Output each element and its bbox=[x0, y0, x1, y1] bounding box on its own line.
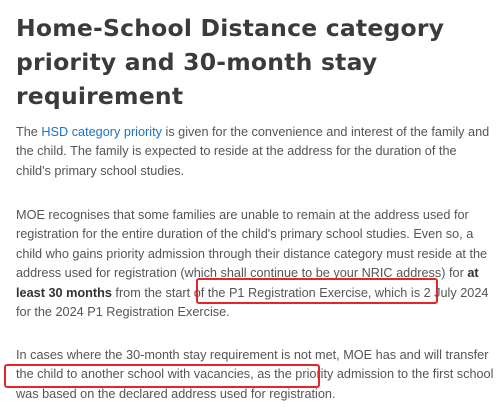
paragraph-text: In cases where the 30-month stay requirement is not met, MOE has and will transfer the child to another school with vacancies, as the priority admission to the first school was based on the declared address used for registration. bbox=[16, 348, 494, 401]
hsd-category-priority-link[interactable]: HSD category priority bbox=[41, 125, 162, 139]
paragraph-hsd-priority bbox=[16, 123, 494, 181]
paragraph-stay-requirement bbox=[16, 206, 494, 322]
paragraph-text: is given for the convenience and interest of the family and the child. The family is expected to reside at the address for the duration of the child's primary school studies. bbox=[16, 125, 490, 178]
bold-duration-text: at least 30 months bbox=[16, 266, 479, 300]
paragraph-transfer bbox=[16, 346, 494, 404]
page-title: Home-School Distance category priority and 30-month stay requirement bbox=[16, 14, 445, 110]
paragraph-text: MOE recognises that some families are unable to remain at the address used for registration for the entire duration of the child's primary school studies. Even so, a child who gains priority admission through their distance category must reside at the address used for registration (which shall continue to be your NRIC address) for bbox=[16, 208, 488, 281]
paragraph-text: The bbox=[16, 125, 42, 139]
paragraph-text: from the start of the P1 Registration Exercise, which is 2 July 2024 for the 2024 P1 Registration Exercise. bbox=[16, 285, 489, 320]
